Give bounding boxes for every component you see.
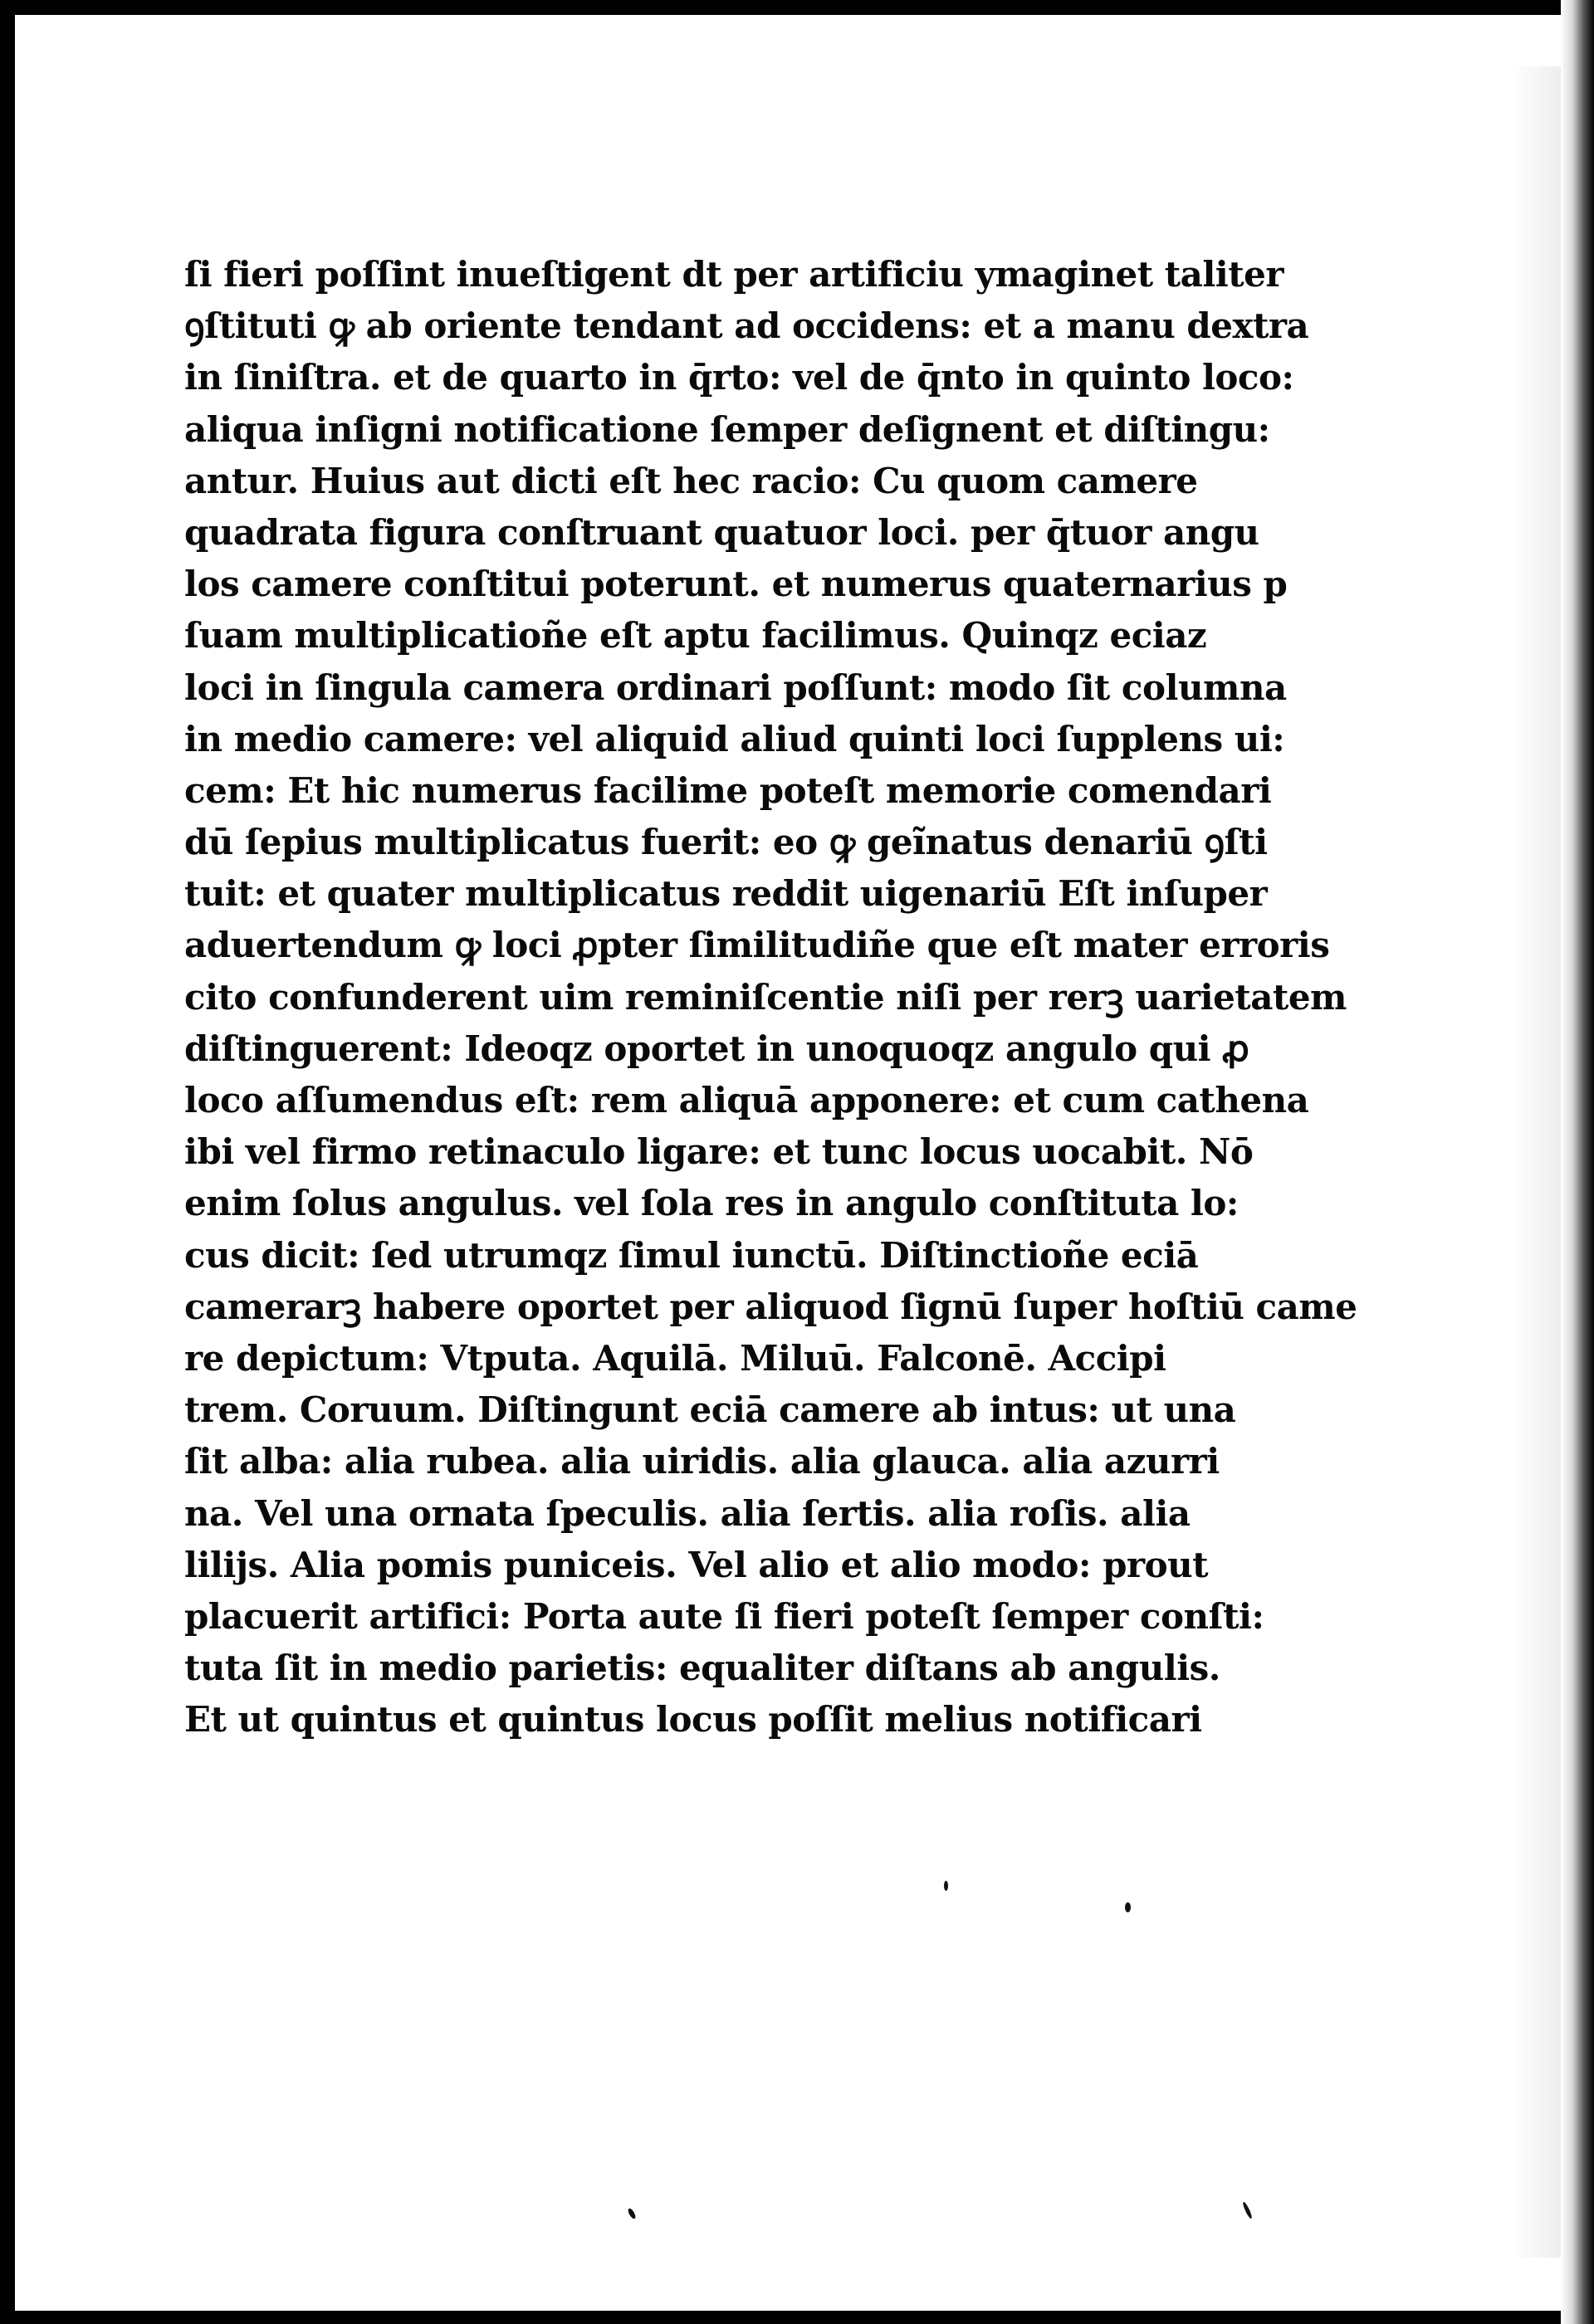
text-line: cus dicit: ſed utrumqz ſimul iunctū. Diſtinctioñe eciā	[184, 1234, 1199, 1276]
page-gutter-shadow	[1511, 66, 1561, 2258]
ink-speck	[627, 2207, 637, 2219]
text-line: loco aſſumendus eſt: rem aliquā apponere: et cum cathena	[184, 1080, 1309, 1120]
text-line: na. Vel una ornata ſpeculis. alia ſertis. alia roſis. alia	[184, 1492, 1191, 1534]
text-line: in medio camere: vel aliquid aliud quinti loci ſupplens ui:	[184, 718, 1285, 759]
text-line: ſi fieri poſſint inueſtigent dt per artificiu ymaginet taliter	[184, 254, 1284, 295]
scan-border-right	[1561, 0, 1594, 2324]
text-line: in ſiniſtra. et de quarto in q̄rto: vel de q̄nto in quinto loco:	[184, 357, 1294, 398]
text-line: tuta ſit in medio parietis: equaliter diſtans ab angulis.	[184, 1648, 1220, 1689]
scan-border-bottom	[0, 2311, 1594, 2324]
text-line: aduertendum ꝙ loci ꝓpter ſimilitudiñe que eſt mater erroris	[184, 925, 1330, 966]
text-line: ꝯſtituti ꝙ ab oriente tendant ad occidens: et a manu dextra	[184, 305, 1309, 347]
text-line: enim ſolus angulus. vel ſola res in angulo conſtituta lo:	[184, 1183, 1239, 1224]
text-line: ſuam multiplicatioñe eſt aptu facilimus. Quinqz eciaz	[184, 615, 1207, 657]
scan-border-top	[0, 0, 1594, 15]
text-line: trem. Coruum. Diſtingunt eciā camere ab intus: ut una	[184, 1389, 1236, 1431]
text-line: re depictum: Vtputa. Aquilā. Miluū. Falconē. Accipi	[184, 1337, 1166, 1379]
text-line: lilijs. Alia pomis puniceis. Vel alio et alio modo: prout	[184, 1544, 1209, 1585]
text-line: los camere conſtitui poterunt. et numerus quaternarius p	[184, 564, 1288, 605]
text-line: camerarꝫ habere oportet per aliquod ſignū ſuper hoſtiū came	[184, 1286, 1357, 1327]
text-line: placuerit artifici: Porta aute ſi fieri poteſt ſemper conſti:	[184, 1595, 1264, 1637]
text-line: cito confunderent uim reminiſcentie niſi per rerꝫ uarietatem	[184, 976, 1347, 1018]
text-line: diſtinguerent: Ideoqz oportet in unoquoqz angulo qui ꝓ	[184, 1028, 1249, 1069]
ink-speck	[1125, 1902, 1131, 1912]
text-line: ſit alba: alia rubea. alia uiridis. alia glauca. alia azurri	[184, 1441, 1220, 1482]
text-line: aliqua inſigni notificatione ſemper deſignent et diſtingu:	[184, 408, 1270, 450]
ink-speck	[1242, 2201, 1254, 2219]
text-line: loci in ſingula camera ordinari poſſunt: modo ſit columna	[184, 666, 1287, 708]
text-line: Et ut quintus et quintus locus poſſit melius notificari	[184, 1699, 1202, 1741]
text-line: antur. Huius aut dicti eſt hec racio: Cu quom camere	[184, 460, 1198, 501]
text-line: cem: Et hic numerus facilime poteſt memorie comendari	[184, 769, 1272, 811]
scan-border-left	[0, 0, 15, 2324]
text-line: ibi vel firmo retinaculo ligare: et tunc locus uocabit. Nō	[184, 1131, 1254, 1173]
text-line: quadrata figura conſtruant quatuor loci. per q̄tuor angu	[184, 511, 1259, 553]
text-line: tuit: et quater multiplicatus reddit uigenariū Eſt inſuper	[184, 873, 1268, 915]
incunable-text-block	[184, 249, 1357, 1745]
text-line: dū ſepius multiplicatus fuerit: eo ꝙ geĩnatus denariū ꝯſti	[184, 822, 1268, 863]
ink-speck	[944, 1881, 948, 1891]
